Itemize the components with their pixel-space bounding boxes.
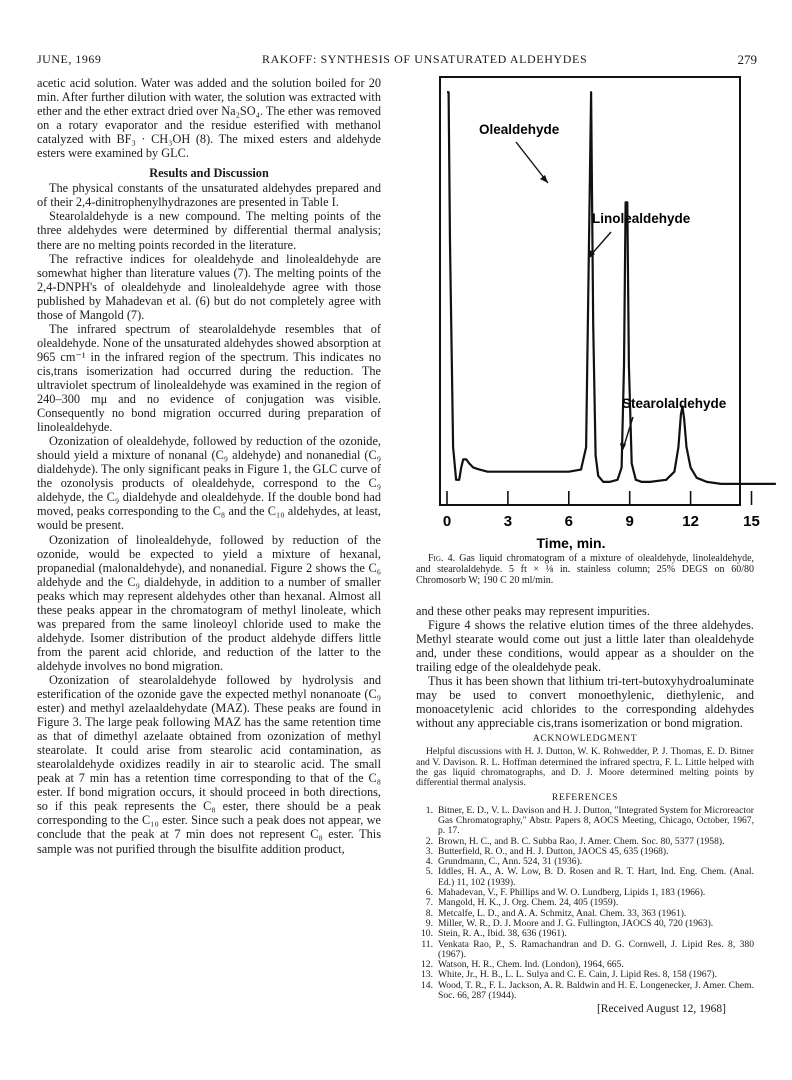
reference-item — [416, 981, 754, 1002]
reference-text: Miller, W. R., D. J. Moore and J. G. Fullington, JAOCS 40, 720 (1963). — [438, 917, 714, 929]
caption-label: Fig. 4. — [428, 553, 456, 564]
peak-label-olealdehyde: Olealdehyde — [479, 122, 560, 137]
body-paragraph: Stearolaldehyde is a new compound. The melting points of the three aldehydes were determined by differential thermal analysis; there are no melting points recorded in the literature. — [37, 209, 381, 252]
reference-text: Bitner, E. D., V. L. Davison and H. J. Dutton, "Integrated System for Microreactor Gas Chromatography," Abstr. Papers 8, AOCS Meeting, Chicago, October, 1967, p. 17. — [438, 804, 754, 837]
peak-label-linolealdehyde: Linolealdehyde — [592, 211, 691, 226]
body-paragraph: The infrared spectrum of stearolaldehyde resembles that of olealdehyde. None of the unsaturated aldehydes showed absorption at 965 cm⁻¹ in the infrared region of the spectrum. This indicates no cis,trans isomerization had occurred during the reduction. The ultraviolet spectrum of linolealdehyde was examined in the region of 240–300 mμ and no evidence of conjugation was visible. Consequently no bond migration occurred during preparation of linolealdehyde. — [37, 321, 381, 435]
reference-text: Iddles, H. A., A. W. Low, B. D. Rosen and R. T. Hart, Ind. Eng. Chem. (Anal. Ed.) 11, 102 (1939). — [438, 866, 754, 888]
reference-item — [416, 867, 754, 888]
reference-item — [416, 940, 754, 961]
reference-text: Brown, H. C., and B. C. Subba Rao, J. Amer. Chem. Soc. 80, 5377 (1958). — [438, 835, 725, 847]
references-heading: REFERENCES — [551, 791, 619, 803]
reference-number: 14. — [421, 979, 433, 991]
reference-text: Venkata Rao, P., S. Ramachandran and D. G. Cornwell, J. Lipid Res. 8, 380 (1967). — [438, 938, 754, 960]
reference-number: 13. — [421, 969, 433, 981]
reference-number: 3. — [425, 845, 433, 857]
x-tick-label: 15 — [743, 513, 760, 530]
reference-number: 7. — [425, 897, 433, 909]
reference-text: Metcalfe, L. D., and A. A. Schmitz, Anal. Chem. 33, 363 (1961). — [438, 907, 687, 919]
body-paragraph: Ozonization of linolealdehyde, followed by reduction of the ozonide, would be expected to yield a mixture of hexanal, propanedial (malonaldehyde), and nonanedial. Figure 2 shows the C₆ aldehyde and the C₉ dialdehyde, in addition to a number of smaller peaks which may represent aldehydes other than hexanal. Almost all these peaks appear in the chromatogram of methyl linoleate, which was prepared from the same linoleoyl chloride used to make the aldehyde. Isomer distribution of the product aldehyde differs little from the parent acid chloride, and reduction of the latter to the aldehyde involves no bond migration. — [37, 532, 381, 673]
body-paragraph: Ozonization of olealdehyde, followed by reduction of the ozonide, should yield a mixture of nonanal (C₉ aldehyde) and nonanedial (C₉ dialdehyde). The only significant peaks in Figure 1, the GLC curve of the ozonolysis products of olealdehyde, correspond to the C₉ aldehyde, the C₉ dialdehyde and olealdehyde. If the double bond had moved, peaks corresponding to the C₈ and the C₁₀ aldehydes, at least, would be present. — [37, 434, 381, 533]
reference-number: 6. — [425, 887, 433, 899]
reference-number: 8. — [425, 907, 433, 919]
reference-number: 5. — [425, 866, 433, 878]
reference-number: 1. — [425, 804, 433, 816]
reference-text: Wood, T. R., F. L. Jackson, A. R. Baldwin and H. E. Longenecker, J. Amer. Chem. Soc. 66, 287 (1944). — [438, 979, 754, 1002]
reference-number: 11. — [421, 938, 433, 950]
reference-list — [416, 806, 754, 1002]
body-paragraph: Thus it has been shown that lithium tri-tert-butoxyhydroaluminate may be used to convert monoethylenic, diethylenic, and monoacetylenic acid chlorides to the corresponding aldehydes without any appreciable cis,trans isomerization or bond migration. — [416, 674, 754, 731]
body-paragraph: The physical constants of the unsaturated aldehydes prepared and of their 2,4-dinitrophenylhydrazones are presented in Table I. — [37, 181, 381, 210]
reference-number: 9. — [425, 917, 433, 929]
reference-text: Mangold, H. K., J. Org. Chem. 24, 405 (1959). — [438, 897, 619, 909]
x-tick-label: 6 — [564, 513, 573, 530]
acknowledgment-text: Helpful discussions with H. J. Dutton, W. K. Rohwedder, P. J. Thomas, E. D. Bitner and V. Davison. R. L. Hoffman determined the infrared spectra, F. L. Little helped with the gas liquid chromatographs, and D. J. Moore determined melting points by differential thermal analysis. — [416, 746, 754, 789]
right-column — [414, 76, 760, 1066]
reference-number: 10. — [421, 928, 433, 940]
x-tick-label: 9 — [625, 513, 634, 530]
left-column — [37, 76, 381, 1066]
reference-text: Stein, R. A., Ibid. 38, 636 (1961). — [438, 928, 567, 940]
arrowhead-icon — [540, 175, 548, 183]
peak-label-stearolaldehyde: Stearolaldehyde — [622, 396, 727, 411]
page-number: 279 — [737, 52, 757, 67]
reference-text: Butterfield, R. O., and H. J. Dutton, JAOCS 45, 635 (1968). — [438, 845, 669, 857]
figure-caption — [416, 553, 754, 587]
reference-number: 4. — [425, 856, 433, 868]
body-paragraph: The refractive indices for olealdehyde and linolealdehyde are somewhat higher than literature values (7). The melting points of the 2,4-DNPH's of olealdehyde and linolealdehyde agree with those published by Mahadevan et al. (6) but do not completely agree with those of Mangold (7). — [37, 251, 381, 322]
x-tick-label: 0 — [442, 513, 452, 530]
figure-4 — [414, 76, 760, 561]
chromatogram-chart — [414, 76, 760, 551]
reference-item — [416, 806, 754, 837]
body-paragraph: Figure 4 shows the relative elution times of the three aldehydes. Methyl stearate would come out just a little later than olealdehyde and, under these conditions, would appear as a shoulder on the trailing edge of the olealdehyde peak. — [416, 618, 754, 675]
section-heading: Results and Discussion — [149, 166, 269, 181]
body-paragraph: Ozonization of stearolaldehyde followed by hydrolysis and esterification of the ozonide gave the expected methyl nonanoate (C₉ ester) and methyl azelaaldehydate (MAZ). These peaks are found in Figure 3. The large peak following MAZ has the same retention time as that of dimethyl azelaate obtained from ozonization of methyl stearolate. It could arise from stearolic acid contamination, as stearolaldehyde oxidizes readily in air to stearolic acid. The small peak at 7 min has a retention time corresponding to that of the C₈ ester. If bond migration occurs, it should proceed in both directions, so if this peak represents the C₈ ester, there should be a peak corresponding to the C₁₀ ester. Since such a peak does not appear, we conclude that the peak at 7 min does not represent C₈ ester. This sample was not purified through the bisulfite addition product, — [37, 672, 381, 856]
x-axis-label: Time, min. — [536, 535, 606, 551]
running-title: RAKOFF: SYNTHESIS OF UNSATURATED ALDEHYDES — [262, 52, 588, 66]
received-date: [Received August 12, 1968] — [596, 1003, 726, 1016]
continued-paragraph: and these other peaks may represent impurities. — [416, 604, 650, 618]
chromatogram-trace — [447, 92, 776, 484]
reference-text: Mahadevan, V., F. Phillips and W. O. Lundberg, Lipids 1, 183 (1966). — [438, 887, 706, 899]
reference-number: 2. — [425, 835, 433, 847]
intro-paragraph: acetic acid solution. Water was added and the solution boiled for 20 min. After further dilution with water, the solution was extracted with ether and the ether extract dried over Na₂SO₄. The ether was removed on a rotary evaporator and the residue esterified with methanol catalyzed with BF₃ · CH₃OH (8). The mixed esters and aldehyde esters were examined by GLC. — [37, 76, 381, 161]
acknowledgment-heading: ACKNOWLEDGMENT — [532, 733, 638, 745]
x-tick-label: 3 — [503, 513, 513, 530]
x-tick-label: 12 — [682, 513, 699, 530]
reference-text: Grundmann, C., Ann. 524, 31 (1936). — [438, 856, 583, 868]
right-column-text — [416, 604, 754, 1016]
running-header — [37, 52, 757, 68]
reference-number: 12. — [421, 959, 433, 971]
issue-date: JUNE, 1969 — [37, 52, 102, 66]
caption-text: Gas liquid chromatogram of a mixture of olealdehyde, linolealdehyde, and stearolaldehyde. 5 ft × ⅛ in. stainless column; 25% DEGS on 60/80 Chromosorb W; 190 C 20 ml/min. — [416, 553, 755, 587]
reference-text: White, Jr., H. B., L. L. Sulya and C. E. Cain, J. Lipid Res. 8, 158 (1967). — [438, 969, 717, 981]
reference-text: Watson, H. R., Chem. Ind. (London), 1964, 665. — [438, 959, 624, 971]
